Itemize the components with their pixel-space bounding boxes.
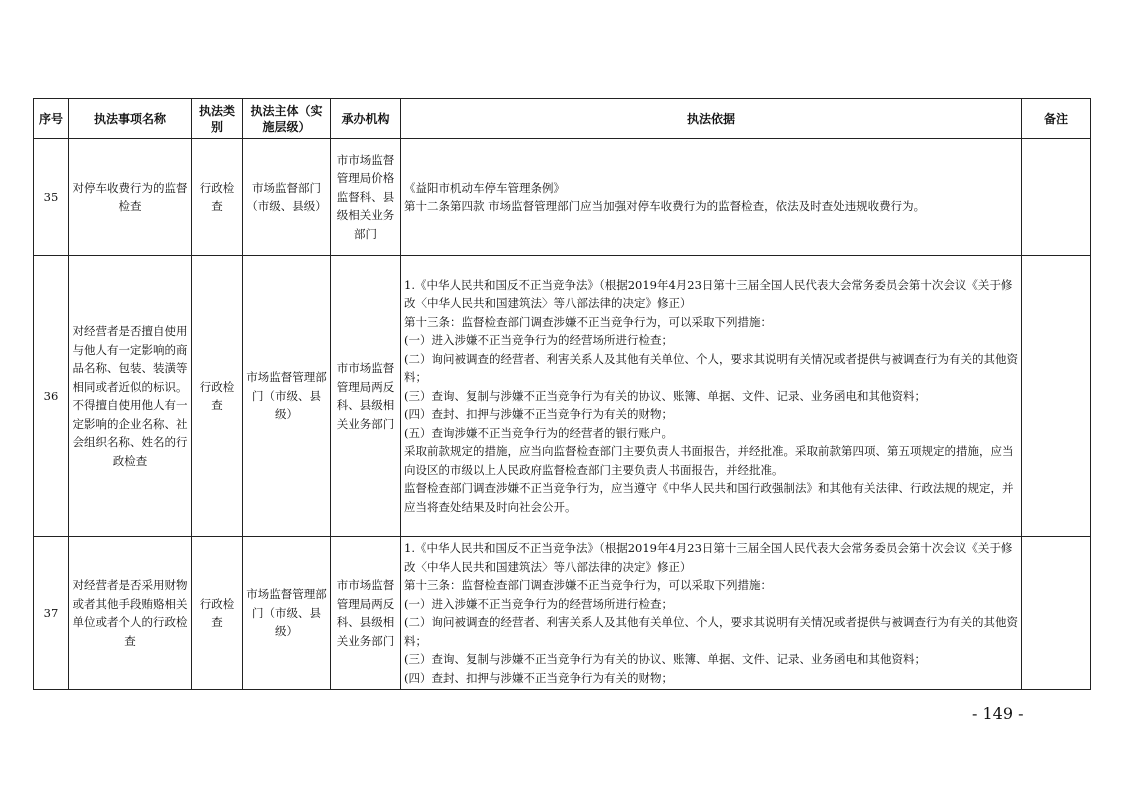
- row-agency: 市市场监督管理局两反科、县级相关业务部门: [331, 537, 401, 690]
- header-agency: 承办机构: [331, 99, 401, 139]
- row-remark: [1022, 537, 1091, 690]
- row-basis: [401, 139, 1022, 256]
- row-type: 行政检查: [192, 139, 243, 256]
- basis-line: (四）查封、扣押与涉嫌不正当竞争行为有关的财物；: [404, 407, 673, 422]
- basis-line: (二）询问被调查的经营者、利害关系人及其他有关单位、个人，要求其说明有关情况或者提供与被调查行为有关的其他资料；: [404, 615, 1018, 648]
- header-type: 执法类别: [192, 99, 243, 139]
- row-seq: 35: [34, 139, 69, 256]
- basis-line: 1.《中华人民共和国反不正当竞争法》（根据2019年4月23日第十三届全国人民代表大会常务委员会第十次会议《关于修改〈中华人民共和国建筑法〉等八部法律的决定》修正）: [404, 541, 1013, 574]
- header-name: 执法事项名称: [69, 99, 192, 139]
- basis-line: 《益阳市机动车停车管理条例》: [404, 180, 565, 195]
- page-number: - 149 -: [972, 704, 1024, 723]
- enforcement-table: [33, 98, 1091, 690]
- basis-line: 监督检查部门调查涉嫌不正当竞争行为，应当遵守《中华人民共和国行政强制法》和其他有关法律、行政法规的规定，并应当将查处结果及时向社会公开。: [404, 481, 1014, 514]
- basis-line: (一）进入涉嫌不正当竞争行为的经营场所进行检查；: [404, 596, 673, 611]
- row-basis: [401, 256, 1022, 537]
- row-basis: [401, 537, 1022, 690]
- row-remark: [1022, 256, 1091, 537]
- row-subject: 市场监督部门（市级、县级）: [243, 139, 331, 256]
- row-type: 行政检查: [192, 537, 243, 690]
- basis-line: 第十二条第四款 市场监督管理部门应当加强对停车收费行为的监督检查，依法及时查处违规收费行为。: [404, 199, 926, 213]
- header-subject: 执法主体（实施层级）: [243, 99, 331, 139]
- row-seq: 37: [34, 537, 69, 690]
- row-agency: 市市场监督管理局两反科、县级相关业务部门: [331, 256, 401, 537]
- basis-line: (三）查询、复制与涉嫌不正当竞争行为有关的协议、账簿、单据、文件、记录、业务函电和其他资料；: [404, 388, 926, 403]
- row-type: 行政检查: [192, 256, 243, 537]
- row-subject: 市场监督管理部门（市级、县级）: [243, 256, 331, 537]
- header-remark: 备注: [1022, 99, 1091, 139]
- basis-line: 采取前款规定的措施，应当向监督检查部门主要负责人书面报告，并经批准。采取前款第四项、第五项规定的措施，应当向设区的市级以上人民政府监督检查部门主要负责人书面报告，并经批准。: [404, 444, 1014, 477]
- header-basis: 执法依据: [401, 99, 1022, 139]
- row-name: 对经营者是否擅自使用与他人有一定影响的商品名称、包装、装潢等相同或者近似的标识。不得擅自使用他人有一定影响的企业名称、社会组织名称、姓名的行政检查: [69, 256, 192, 537]
- basis-line: 第十三条：监督检查部门调查涉嫌不正当竞争行为，可以采取下列措施：: [404, 314, 772, 329]
- header-row: [34, 99, 1091, 139]
- row-remark: [1022, 139, 1091, 256]
- basis-line: 1.《中华人民共和国反不正当竞争法》（根据2019年4月23日第十三届全国人民代表大会常务委员会第十次会议《关于修改〈中华人民共和国建筑法〉等八部法律的决定》修正）: [404, 277, 1013, 311]
- basis-line: (五）查询涉嫌不正当竞争行为的经营者的银行账户。: [404, 425, 673, 440]
- basis-line: (二）询问被调查的经营者、利害关系人及其他有关单位、个人，要求其说明有关情况或者提供与被调查行为有关的其他资料；: [404, 351, 1018, 385]
- row-subject: 市场监督管理部门（市级、县级）: [243, 537, 331, 690]
- table-row: [34, 256, 1091, 537]
- basis-line: (一）进入涉嫌不正当竞争行为的经营场所进行检查；: [404, 333, 673, 348]
- basis-line: 第十三条：监督检查部门调查涉嫌不正当竞争行为，可以采取下列措施：: [404, 578, 772, 592]
- row-seq: 36: [34, 256, 69, 537]
- row-agency: 市市场监督管理局价格监督科、县级相关业务部门: [331, 139, 401, 256]
- basis-line: (四）查封、扣押与涉嫌不正当竞争行为有关的财物；: [404, 670, 673, 685]
- header-seq: 序号: [34, 99, 69, 139]
- table-row: [34, 537, 1091, 690]
- table-row: [34, 139, 1091, 256]
- basis-line: (三）查询、复制与涉嫌不正当竞争行为有关的协议、账簿、单据、文件、记录、业务函电和其他资料；: [404, 652, 926, 666]
- row-name: 对停车收费行为的监督检查: [69, 139, 192, 256]
- row-name: 对经营者是否采用财物或者其他手段贿赂相关单位或者个人的行政检查: [69, 537, 192, 690]
